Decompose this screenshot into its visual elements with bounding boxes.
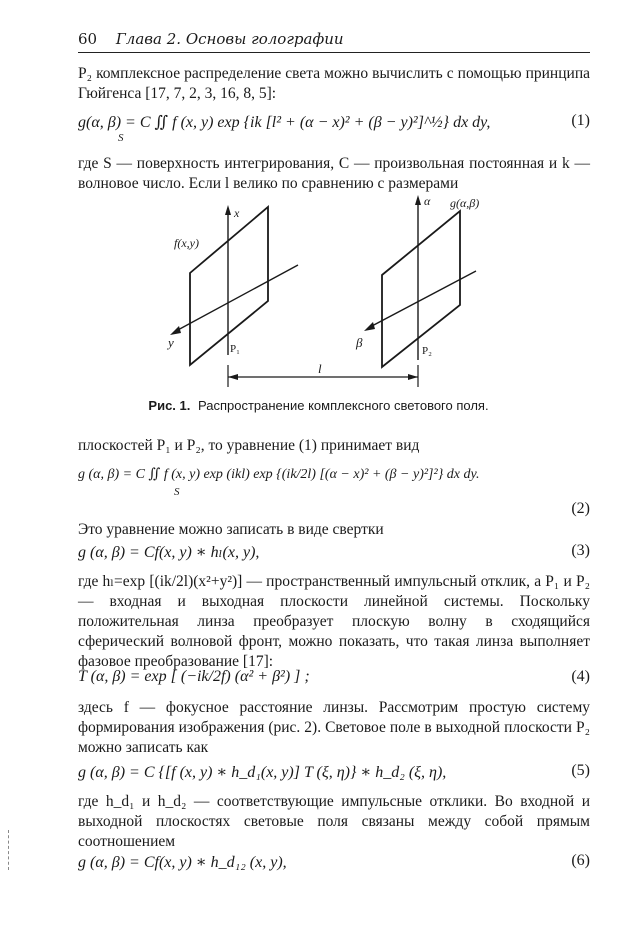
paragraph-1: P₂ комплексное распределение света можно вычислить с помощью принципа Гюйгенса [17, 7, 2, 3, 16, 8, 5]:	[78, 65, 590, 102]
header-rule	[78, 52, 590, 53]
plane-p2-label: P₂	[422, 345, 432, 357]
equation-1-number: (1)	[571, 112, 590, 129]
plane-p2	[382, 211, 460, 367]
equation-6-formula: g (α, β) = Cf(x, y) ∗ h_d₁₂ (x, y),	[78, 854, 287, 871]
equation-2-subscript: S	[174, 486, 180, 498]
equation-2-formula: g (α, β) = C ∬ f (x, y) exp (ikl) exp {(ik/2l) [(α − x)² + (β − y)²]²} dx dy.	[78, 467, 480, 482]
paragraph-6: здесь f — фокусное расстояние линзы. Рассмотрим простую систему формирования изображения (рис. 2). Световое поле в выходной плоскости P₂ можно записать как	[78, 699, 590, 756]
plane-p1-label: P₁	[230, 343, 240, 355]
equation-4-number: (4)	[571, 668, 590, 685]
equation-1-subscript: S	[118, 132, 124, 144]
beta-axis-arrow	[364, 322, 375, 331]
equation-3-formula: g (α, β) = Cf(x, y) ∗ hₗ(x, y),	[78, 544, 260, 561]
paragraph-7: где h_d₁ и h_d₂ — соответствующие импульсные отклики. Во входной и выходной плоскостях световые поля связаны между собой прямым соотношением	[78, 793, 590, 850]
page-number: 60	[78, 30, 98, 48]
figure-1-caption	[0, 398, 637, 413]
input-field-label: f(x,y)	[174, 236, 199, 250]
alpha-axis-arrow	[415, 195, 421, 205]
margin-mark	[8, 830, 11, 870]
equation-4	[78, 668, 590, 690]
paragraph-4: Это уравнение можно записать в виде свертки	[78, 521, 384, 538]
y-axis-line	[176, 265, 298, 331]
equation-6	[78, 852, 590, 874]
equation-3-number: (3)	[571, 542, 590, 559]
equation-5-formula: g (α, β) = C {[f (x, y) ∗ h_d₁(x, y)] T (ξ, η)} ∗ h_d₂ (ξ, η),	[78, 764, 447, 781]
caption-label: Рис. 1.	[148, 398, 191, 413]
distance-arrow-left	[228, 374, 238, 380]
equation-6-number: (6)	[571, 852, 590, 869]
chapter-title: Глава 2. Основы голографии	[115, 30, 344, 48]
equation-1-formula: g(α, β) = C ∬ f (x, y) exp {ik [l² + (α − x)² + (β − y)²]^½} dx dy,	[78, 114, 491, 131]
figure-1-diagram	[150, 195, 490, 390]
paragraph-5: где hₗ=exp [(ik/2l)(x²+y²)] — пространственный импульсный отклик, а P₁ и P₂ — входная и выходная плоскости линейной системы. Поскольку положительная линза преобразует плоскую волну в сходящийся сферический волновой фронт, можно показать, что такая линза выполняет фазовое преобразование [17]:	[78, 573, 590, 670]
y-axis-arrow	[170, 326, 181, 335]
distance-arrow-right	[408, 374, 418, 380]
paragraph-3: плоскостей P₁ и P₂, то уравнение (1) принимает вид	[78, 437, 420, 454]
equation-2-number: (2)	[571, 500, 590, 517]
output-field-label: g(α,β)	[450, 196, 480, 210]
paragraph-2: где S — поверхность интегрирования, C — произвольная постоянная и k — волновое число. Если l велико по сравнению с размерами	[78, 155, 590, 192]
plane-p1	[190, 207, 268, 365]
equation-4-formula: T (α, β) = exp [ (−ik/2f) (α² + β²) ] ;	[78, 668, 310, 685]
equation-2	[78, 466, 590, 517]
equation-3	[78, 542, 590, 564]
alpha-axis-label: α	[424, 195, 431, 208]
caption-text: Распространение комплексного светового поля.	[198, 398, 489, 413]
equation-5	[78, 762, 590, 784]
x-axis-label: x	[234, 206, 240, 220]
distance-label: l	[318, 361, 322, 376]
y-axis-label: y	[168, 335, 174, 350]
x-axis-arrow	[225, 205, 231, 215]
equation-5-number: (5)	[571, 762, 590, 779]
running-header	[78, 30, 344, 48]
equation-1	[78, 112, 590, 144]
beta-axis-label: β	[356, 335, 363, 350]
